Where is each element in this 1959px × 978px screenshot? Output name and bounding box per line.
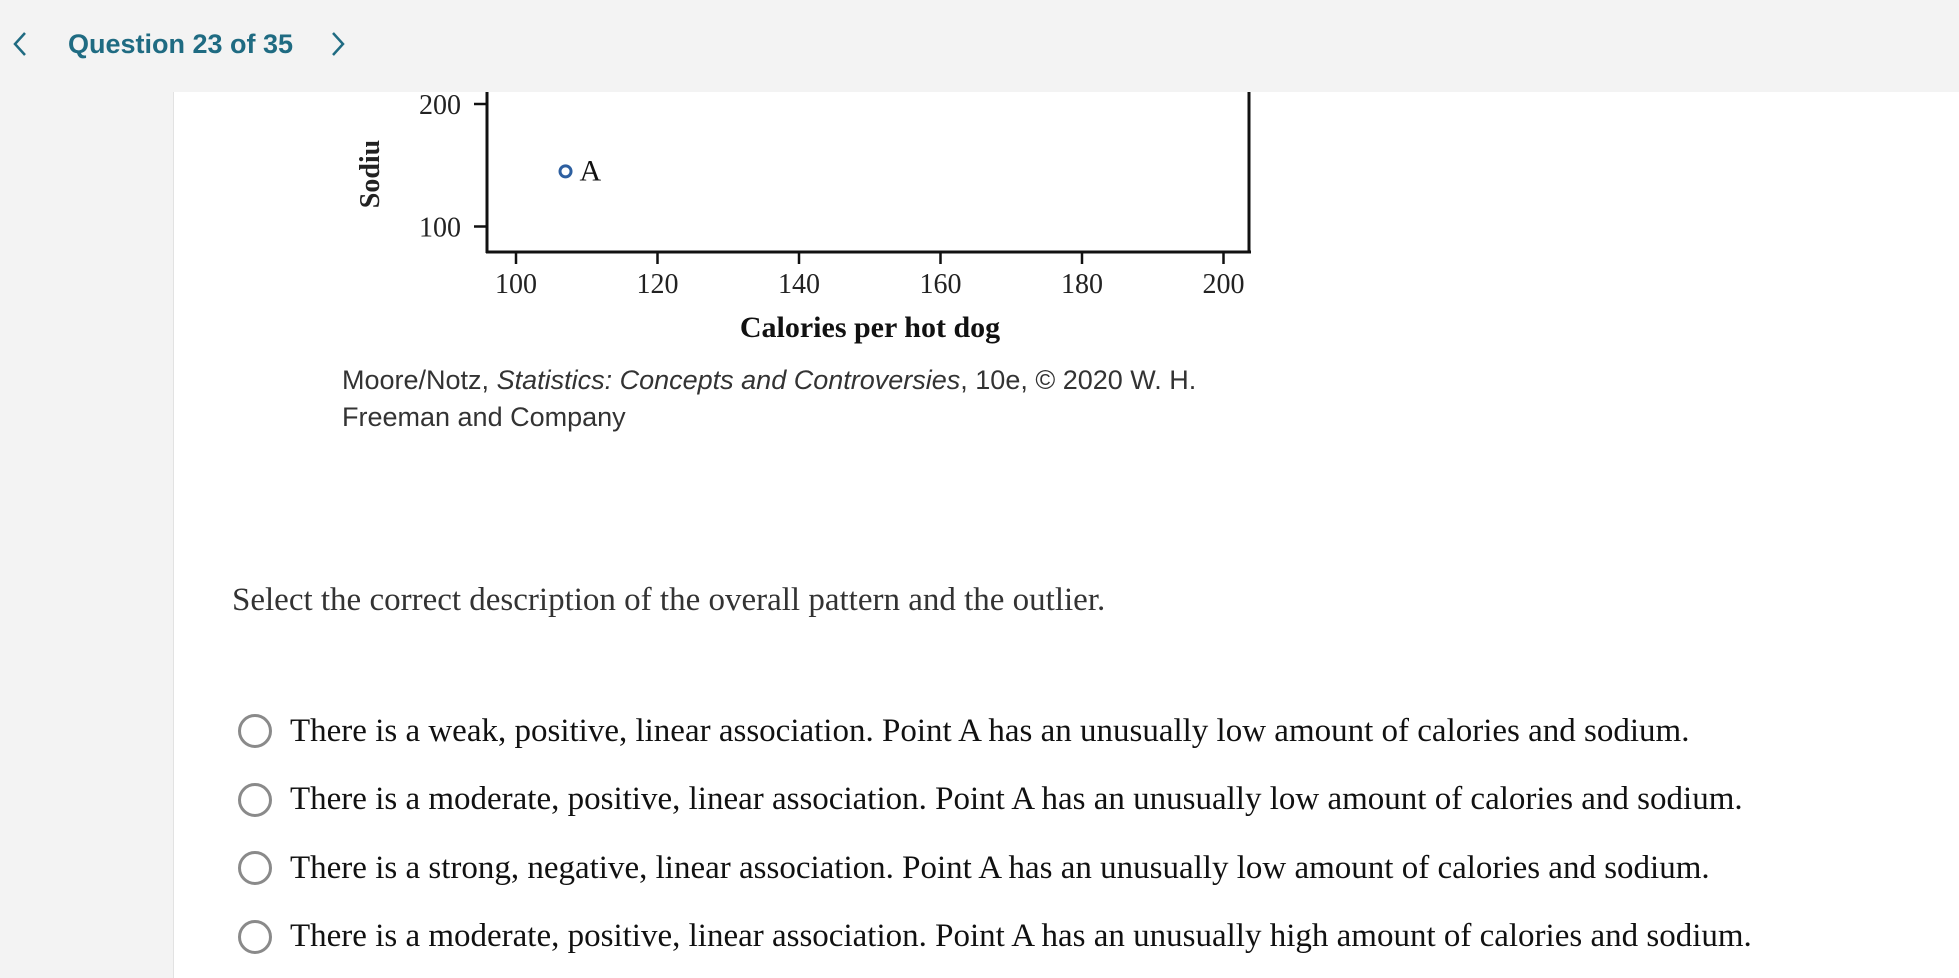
answer-option-text: There is a moderate, positive, linear association. Point A has an unusually high amount of calories and sodium. <box>290 918 1752 955</box>
answer-option-1[interactable] <box>236 697 1752 766</box>
radio-button[interactable] <box>238 783 272 817</box>
question-counter: Question 23 of 35 <box>68 29 294 59</box>
chevron-right-icon <box>328 30 348 58</box>
answer-option-2[interactable] <box>236 766 1752 835</box>
radio-button[interactable] <box>238 920 272 954</box>
question-prompt: Select the correct description of the overall pattern and the outlier. <box>232 582 1106 618</box>
y-axis-label: Sodiu <box>355 139 386 209</box>
x-tick-label: 160 <box>919 269 962 300</box>
caption-publisher: , 10e, © 2020 W. H. Freeman and Company <box>342 365 1197 432</box>
answer-options <box>236 697 1752 971</box>
chevron-left-icon <box>10 30 30 58</box>
answer-option-text: There is a moderate, positive, linear association. Point A has an unusually low amount of calories and sodium. <box>290 781 1743 818</box>
x-axis-label: Calories per hot dog <box>739 311 1001 344</box>
previous-question-button[interactable] <box>0 22 40 66</box>
figure-caption <box>342 362 1242 436</box>
caption-book-title: Statistics: Concepts and Controversies <box>496 365 961 395</box>
top-bar <box>0 0 1959 92</box>
caption-author: Moore/Notz, <box>342 365 497 395</box>
radio-button[interactable] <box>238 851 272 885</box>
question-panel <box>173 92 1959 978</box>
x-tick-label: 100 <box>495 269 537 300</box>
x-tick-label: 140 <box>778 269 820 300</box>
x-tick-label: 200 <box>1202 269 1245 300</box>
scatter-plot <box>174 92 1274 352</box>
radio-button[interactable] <box>238 714 272 748</box>
y-tick-label: 100 <box>419 212 461 244</box>
y-tick-label: 200 <box>419 92 461 121</box>
data-point <box>560 166 571 177</box>
answer-option-4[interactable] <box>236 903 1752 972</box>
answer-option-text: There is a weak, positive, linear association. Point A has an unusually low amount of calories and sodium. <box>290 712 1690 749</box>
x-tick-label: 180 <box>1061 269 1103 300</box>
x-tick-label: 120 <box>636 269 679 300</box>
answer-option-text: There is a strong, negative, linear association. Point A has an unusually low amount of calories and sodium. <box>290 849 1710 886</box>
answer-option-3[interactable] <box>236 834 1752 903</box>
data-point-label: A <box>579 154 602 188</box>
next-question-button[interactable] <box>318 22 358 66</box>
